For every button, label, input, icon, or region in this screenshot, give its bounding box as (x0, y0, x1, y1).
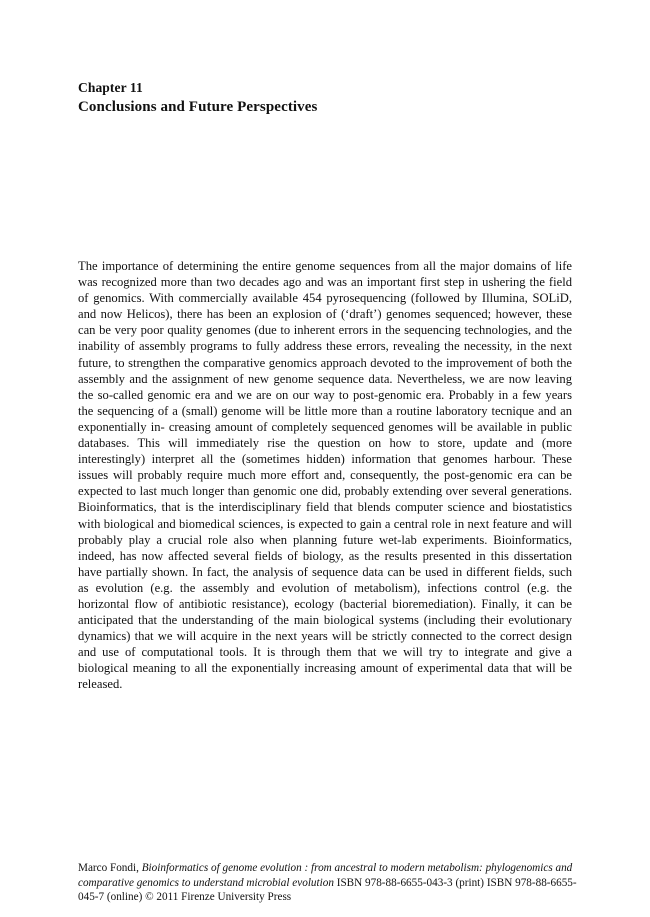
body-text (78, 258, 572, 693)
footer-citation (78, 861, 578, 905)
footer-author: Marco Fondi, (78, 862, 142, 874)
body-paragraph: The importance of determining the entire genome sequences from all the major domains of life was recognized more than two decades ago and was an important first step in ushering the field of genomics. With commercially available 454 pyrosequencing (followed by Illumina, SOLiD, and now Helicos), there has been an explosion of (‘draft’) genomes sequenced; however, these can be very poor quality genomes (due to inherent errors in the sequencing technologies, and the inability of assembly programs to fully address these errors, revealing the necessity, in the next future, to strengthen the comparative genomics approach devoted to the improvement of both the assembly and the assignment of new genome sequence data. Nevertheless, we are now leaving the so-called genomic era and we are on our way to post-genomic era. Probably in a few years the sequencing of a (small) genome will be little more than a routine laboratory tecnique and an exponentially in- creasing amount of completely sequenced genomes will be available in public databases. This will immediately rise the question on how to store, update and (more interestingly) interpret all the (sometimes hidden) information that genomes harbour. These issues will probably require much more effort and, consequently, the post-genomic era can be expected to last much longer than genomic one did, probably extending over several generations. Bioinformatics, that is the interdisciplinary field that blends computer science and biostatistics with biological and biomedical sciences, is expected to gain a central role in next feature and will probably play a crucial role also when planning future wet-lab experiments. Bioinformatics, indeed, has now affected several fields of biology, as the results presented in this dissertation have partially shown. In fact, the analysis of sequence data can be used in different fields, such as evolution (e.g. the assembly and evolution of metabolism), infections control (e.g. the horizontal flow of antibiotic resistance), ecology (bacterial bioremediation). Finally, it can be anticipated that the understanding of the main biological systems (including their evolutionary dynamics) that we will acquire in the next years will be strictly connected to the correct design and use of computational tools. It is through them that we will try to integrate and give a biological meaning to all the exponentially increasing amount of experimental data that will be released. (78, 259, 572, 692)
chapter-heading (78, 78, 572, 118)
footer-isbn-copyright: ISBN 978-88-6655-043-3 (print) ISBN 978-88-6655-045-7 (online) © 2011 Firenze University Press (78, 876, 577, 904)
footer-book-title: Bioinformatics of genome evolution : from ancestral to modern metabolism: phylogenomics and comparative genomics to understand microbial evolution (78, 862, 573, 889)
chapter-number: Chapter 11 (78, 80, 143, 95)
chapter-title: Conclusions and Future Perspectives (78, 99, 318, 115)
